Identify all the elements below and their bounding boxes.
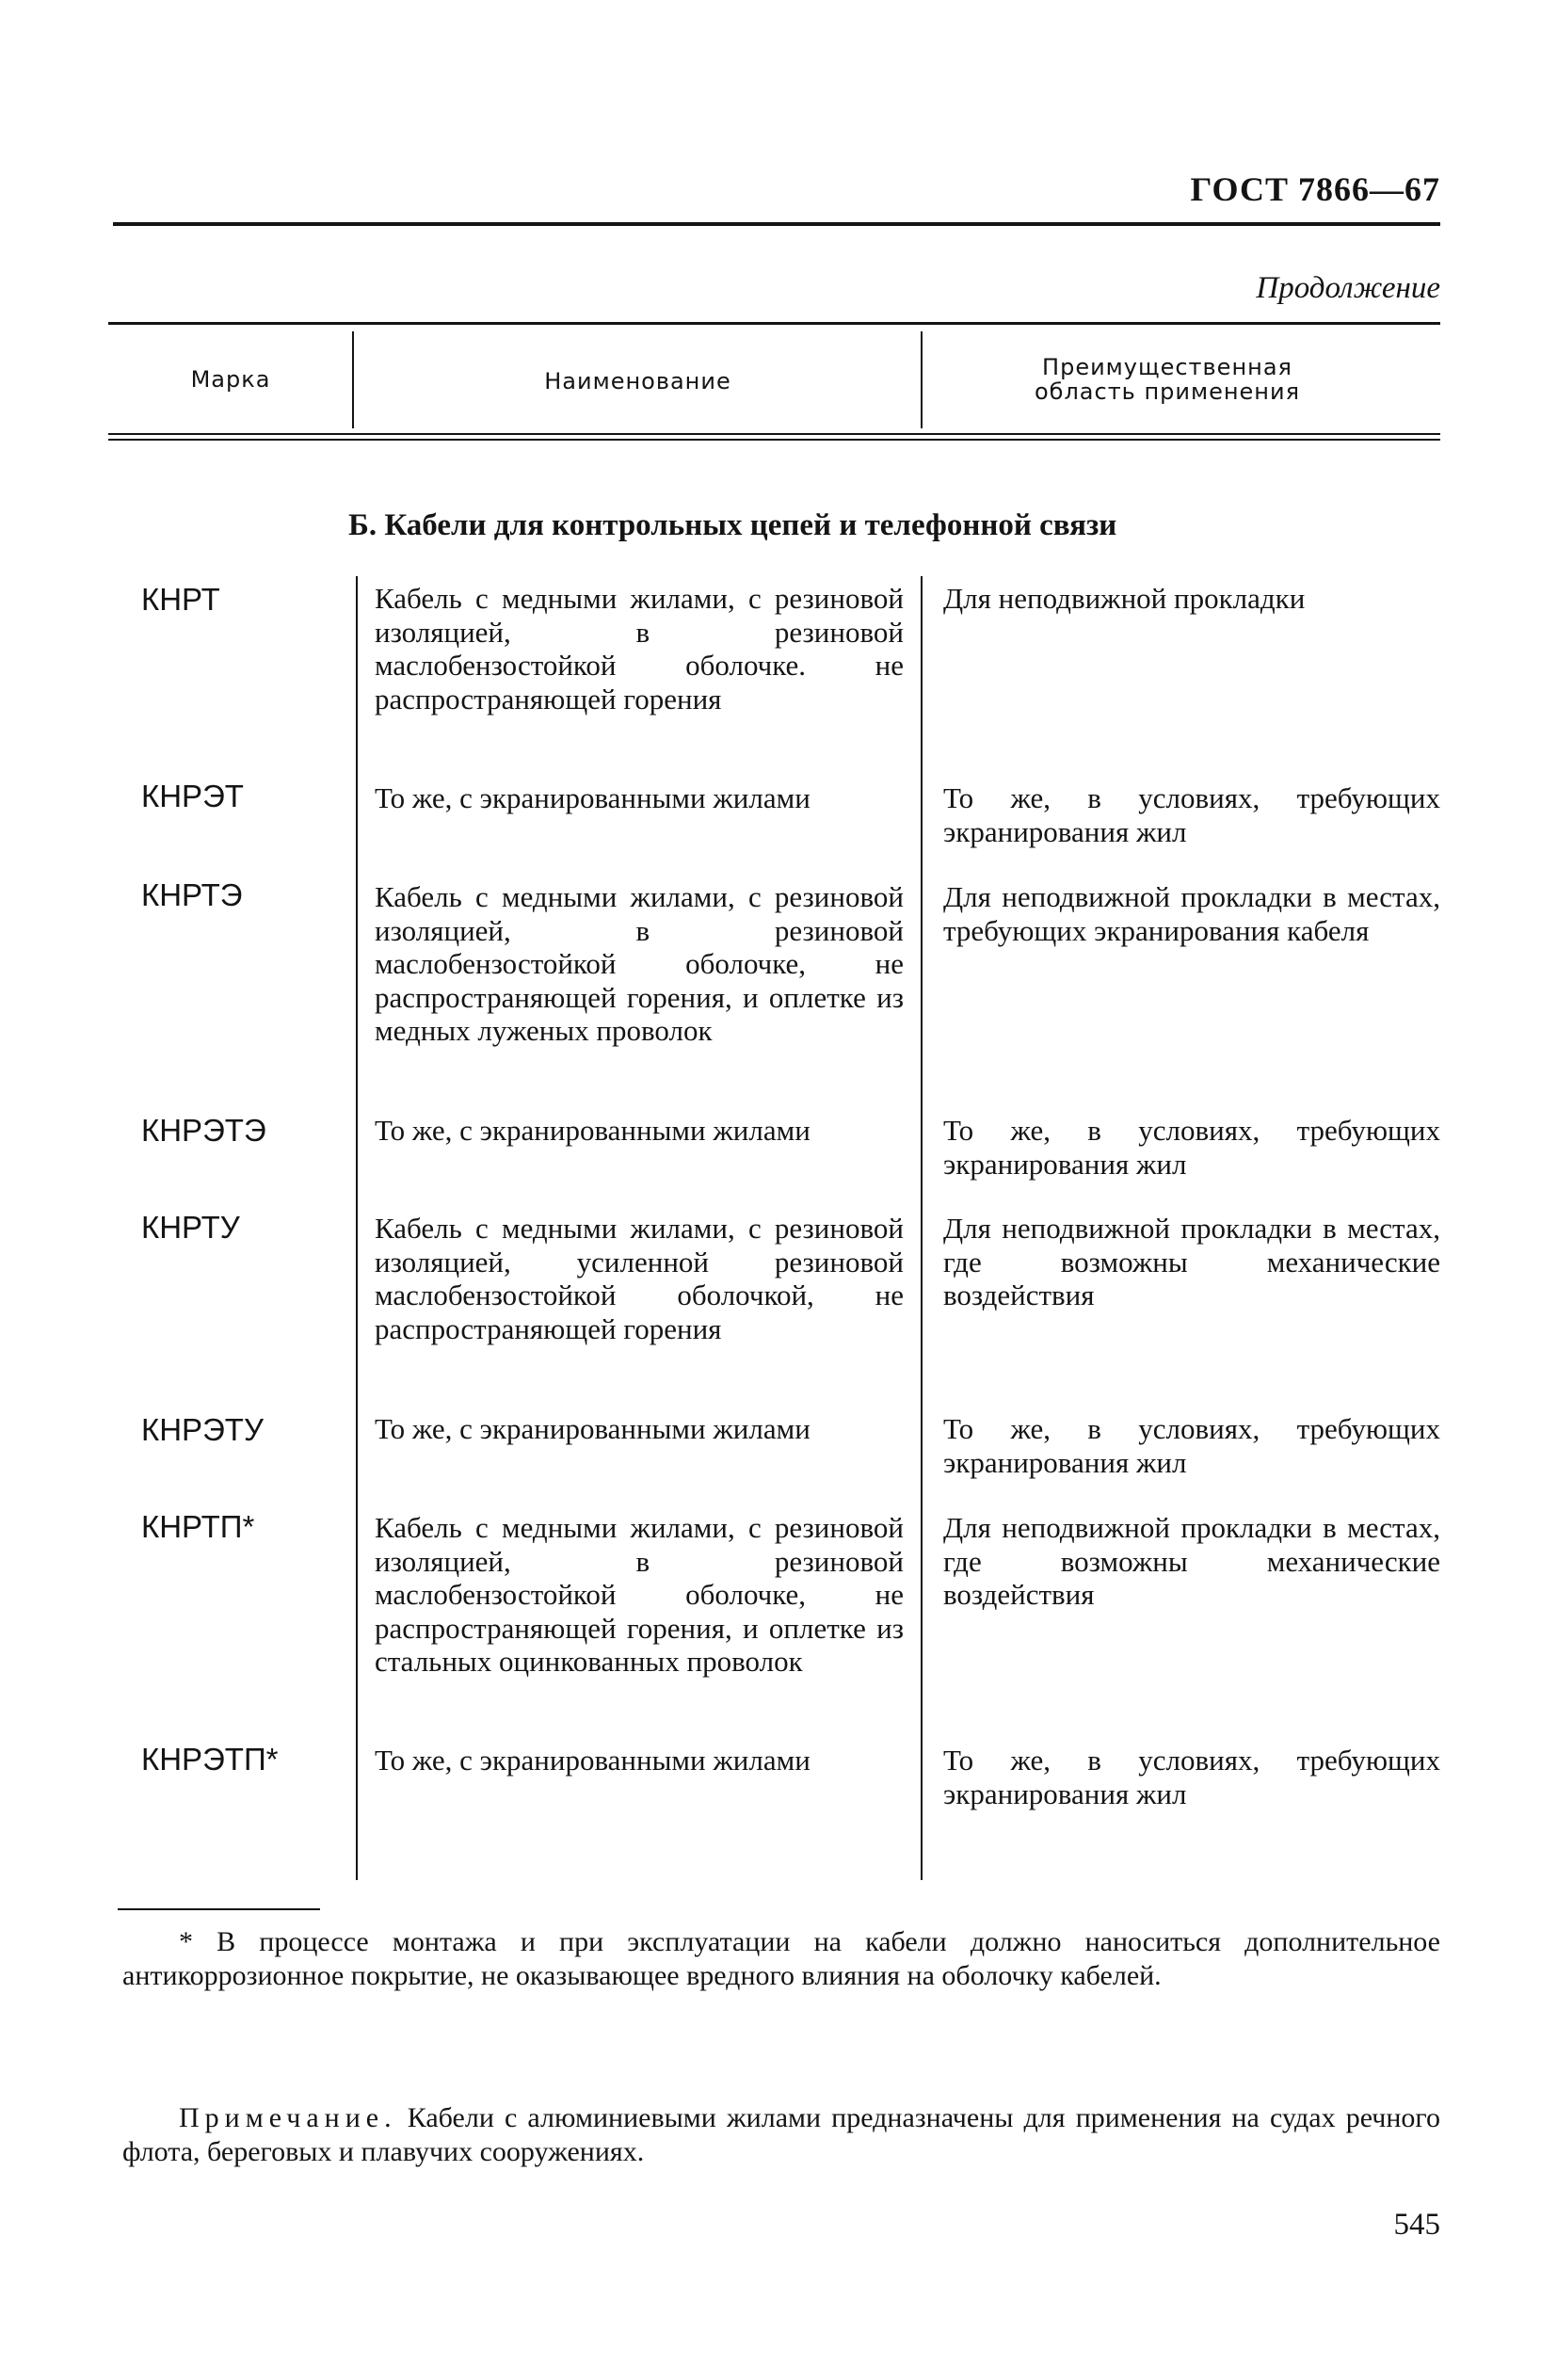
continuation-label: Продолжение (1256, 271, 1440, 305)
note-text: Кабели с алюминиевыми жилами предназначены для применения на судах речного флота, береговых и плавучих сооружениях. (122, 2102, 1440, 2167)
section-heading: Б. Кабели для контрольных цепей и телефонной связи (348, 508, 1117, 542)
table-header-top-rule (108, 322, 1440, 325)
table-row-name: Кабель с медными жилами, с резиновой изоляцией, усиленной резиновой маслобензостойкой оболочкой, не распространяющей горения (375, 1212, 904, 1345)
table-row-area: Для неподвижной прокладки (943, 582, 1306, 615)
note-label: Примечание. (179, 2102, 397, 2133)
column-header-name: Наименование (544, 368, 731, 394)
table-row-area: То же, в условиях, требующих экранирования жил (943, 1744, 1440, 1810)
column-header-mark: Марка (190, 366, 271, 393)
table-row-mark: КНРЭТЭ (141, 1113, 266, 1148)
table-row-mark: КНРТ (141, 582, 220, 617)
column-divider-2-header (921, 331, 923, 428)
note (122, 2101, 1440, 2169)
table-row-name: То же, с экранированными жилами (375, 781, 811, 814)
table-row-mark: КНРЭТУ (141, 1412, 264, 1447)
table-row-mark: КНРЭТ (141, 779, 244, 813)
table-row-area: То же, в условиях, требующих экранирования жил (943, 1114, 1440, 1181)
top-rule (113, 222, 1440, 226)
table-row-name: То же, с экранированными жилами (375, 1412, 811, 1445)
table-row-mark: КНРЭТП* (141, 1742, 279, 1777)
table-row-area: То же, в условиях, требующих экранирования жил (943, 1412, 1440, 1479)
table-row-name: То же, с экранированными жилами (375, 1744, 811, 1777)
table-header-bottom-rule-1 (108, 433, 1440, 435)
table-row-area: Для неподвижной прокладки в местах, где возможны механические воздействия (943, 1511, 1440, 1611)
document-code: ГОСТ 7866—67 (1190, 170, 1440, 208)
table-header-bottom-rule-2 (108, 439, 1440, 441)
table-row-name: То же, с экранированными жилами (375, 1114, 811, 1147)
page-number: 545 (1393, 2208, 1440, 2242)
table-row-mark: КНРТЭ (141, 877, 243, 912)
footnote: * В процессе монтажа и при эксплуатации на кабели должно наноситься дополнительное антикоррозионное покрытие, не оказывающее вредного влияния на оболочку кабелей. (122, 1926, 1440, 1991)
table-row-area: То же, в условиях, требующих экранирования жил (943, 781, 1440, 848)
column-divider-2-body (921, 576, 923, 1880)
table-row-name: Кабель с медными жилами, с резиновой изоляцией, в резиновой маслобензостойкой оболочке, не распространяющей горения, и оплетке из медных луженых проволок (375, 880, 904, 1047)
table-row-mark: КНРТУ (141, 1210, 240, 1245)
footnote-separator (118, 1908, 320, 1910)
table-row-name: Кабель с медными жилами, с резиновой изоляцией, в резиновой маслобензостойкой оболочке. не распространяющей горения (375, 582, 904, 716)
table-row-area: Для неподвижной прокладки в местах, требующих экранирования кабеля (943, 880, 1440, 947)
table-row-name: Кабель с медными жилами, с резиновой изоляцией, в резиновой маслобензостойкой оболочке, не распространяющей горения, и оплетке из стальных оцинкованных проволок (375, 1511, 904, 1678)
column-divider-1-header (352, 331, 354, 428)
column-header-area: Преимущественная область применения (1034, 354, 1301, 405)
column-divider-1-body (356, 576, 358, 1880)
table-row-mark: КНРТП* (141, 1509, 255, 1544)
table-row-area: Для неподвижной прокладки в местах, где возможны механические воздействия (943, 1212, 1440, 1311)
